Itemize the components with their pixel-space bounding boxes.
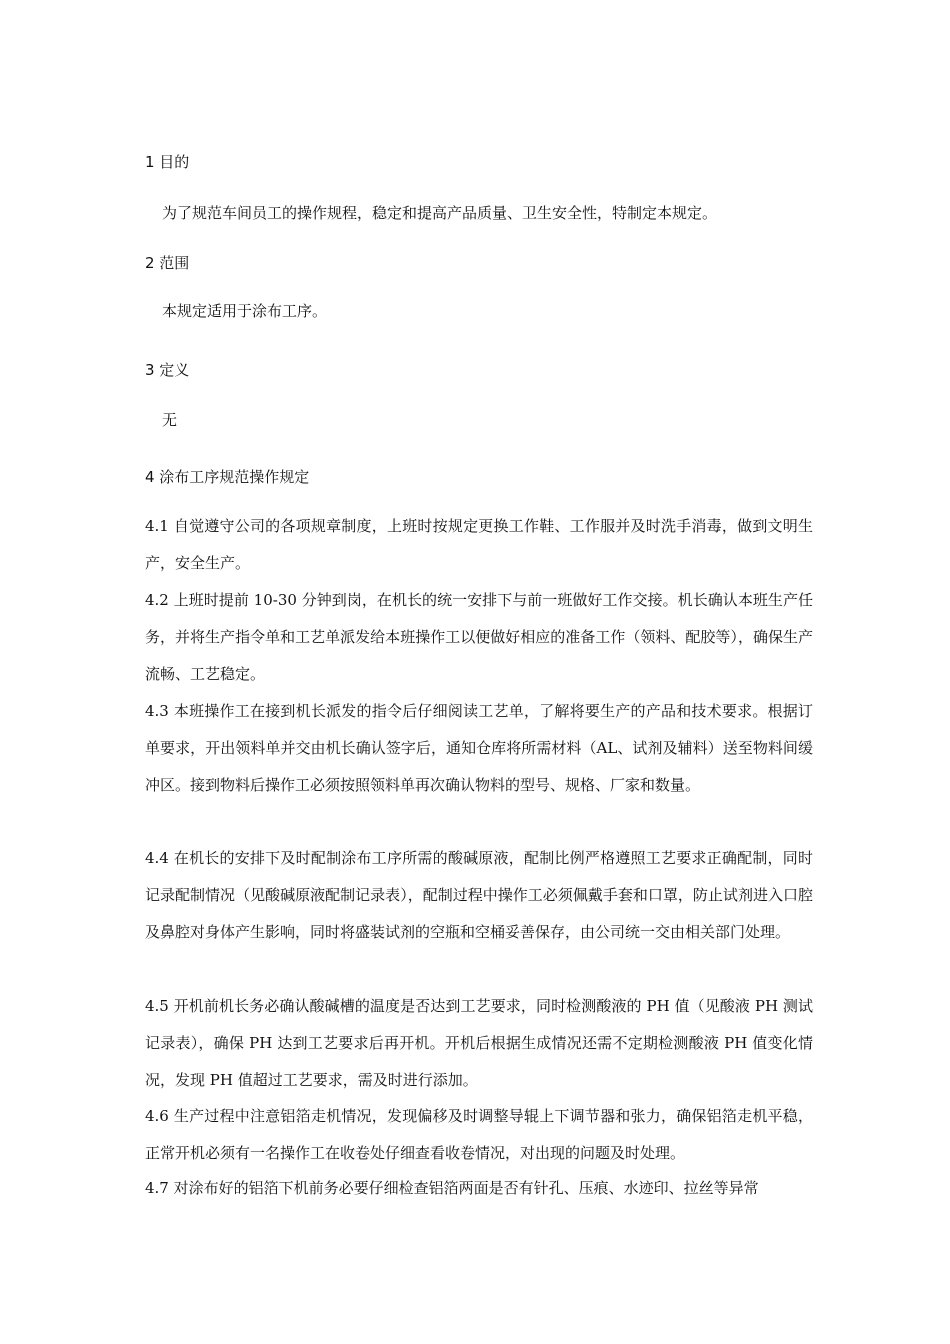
clause-4-7: 4.7 对涂布好的铝箔下机前务必要仔细检查铝箔两面是否有针孔、压痕、水迹印、拉丝等异常 <box>145 1179 759 1197</box>
section-heading-purpose: 1 目的 <box>145 153 190 171</box>
section-heading-rules: 4 涂布工序规范操作规定 <box>145 468 310 486</box>
clause-4-2: 4.2 上班时提前 10-30 分钟到岗，在机长的统一安排下与前一班做好工作交接。机长确认本班生产任务，并将生产指令单和工艺单派发给本班操作工以便做好相应的准备工作（领料、配胶等），确保生产流畅、工艺稳定。 <box>145 591 813 684</box>
clause-4-1: 4.1 自觉遵守公司的各项规章制度，上班时按规定更换工作鞋、工作服并及时洗手消毒，做到文明生产，安全生产。 <box>145 517 813 573</box>
clause-4-5: 4.5 开机前机长务必确认酸碱槽的温度是否达到工艺要求，同时检测酸液的 PH 值（见酸液 PH 测试记录表），确保 PH 达到工艺要求后再开机。开机后根据生成情况还需不定期检测酸液 PH 值变化情况，发现 PH 值超过工艺要求，需及时进行添加。 <box>145 997 813 1090</box>
section-heading-scope: 2 范围 <box>145 254 190 272</box>
section-body-scope: 本规定适用于涂布工序。 <box>162 302 328 320</box>
section-heading-definition: 3 定义 <box>145 361 190 379</box>
clause-4-3: 4.3 本班操作工在接到机长派发的指令后仔细阅读工艺单，了解将要生产的产品和技术要求。根据订单要求，开出领料单并交由机长确认签字后，通知仓库将所需材料（AL、试剂及辅料）送至物料间缓冲区。接到物料后操作工必须按照领料单再次确认物料的型号、规格、厂家和数量。 <box>145 702 813 795</box>
clause-4-4: 4.4 在机长的安排下及时配制涂布工序所需的酸碱原液，配制比例严格遵照工艺要求正确配制，同时记录配制情况（见酸碱原液配制记录表），配制过程中操作工必须佩戴手套和口罩，防止试剂进入口腔及鼻腔对身体产生影响，同时将盛装试剂的空瓶和空桶妥善保存，由公司统一交由相关部门处理。 <box>145 849 813 942</box>
section-body-purpose: 为了规范车间员工的操作规程，稳定和提高产品质量、卫生安全性，特制定本规定。 <box>162 204 718 222</box>
section-body-definition: 无 <box>162 411 178 429</box>
clause-4-6: 4.6 生产过程中注意铝箔走机情况，发现偏移及时调整导辊上下调节器和张力，确保铝箔走机平稳，正常开机必须有一名操作工在收卷处仔细查看收卷情况，对出现的问题及时处理。 <box>145 1107 813 1163</box>
